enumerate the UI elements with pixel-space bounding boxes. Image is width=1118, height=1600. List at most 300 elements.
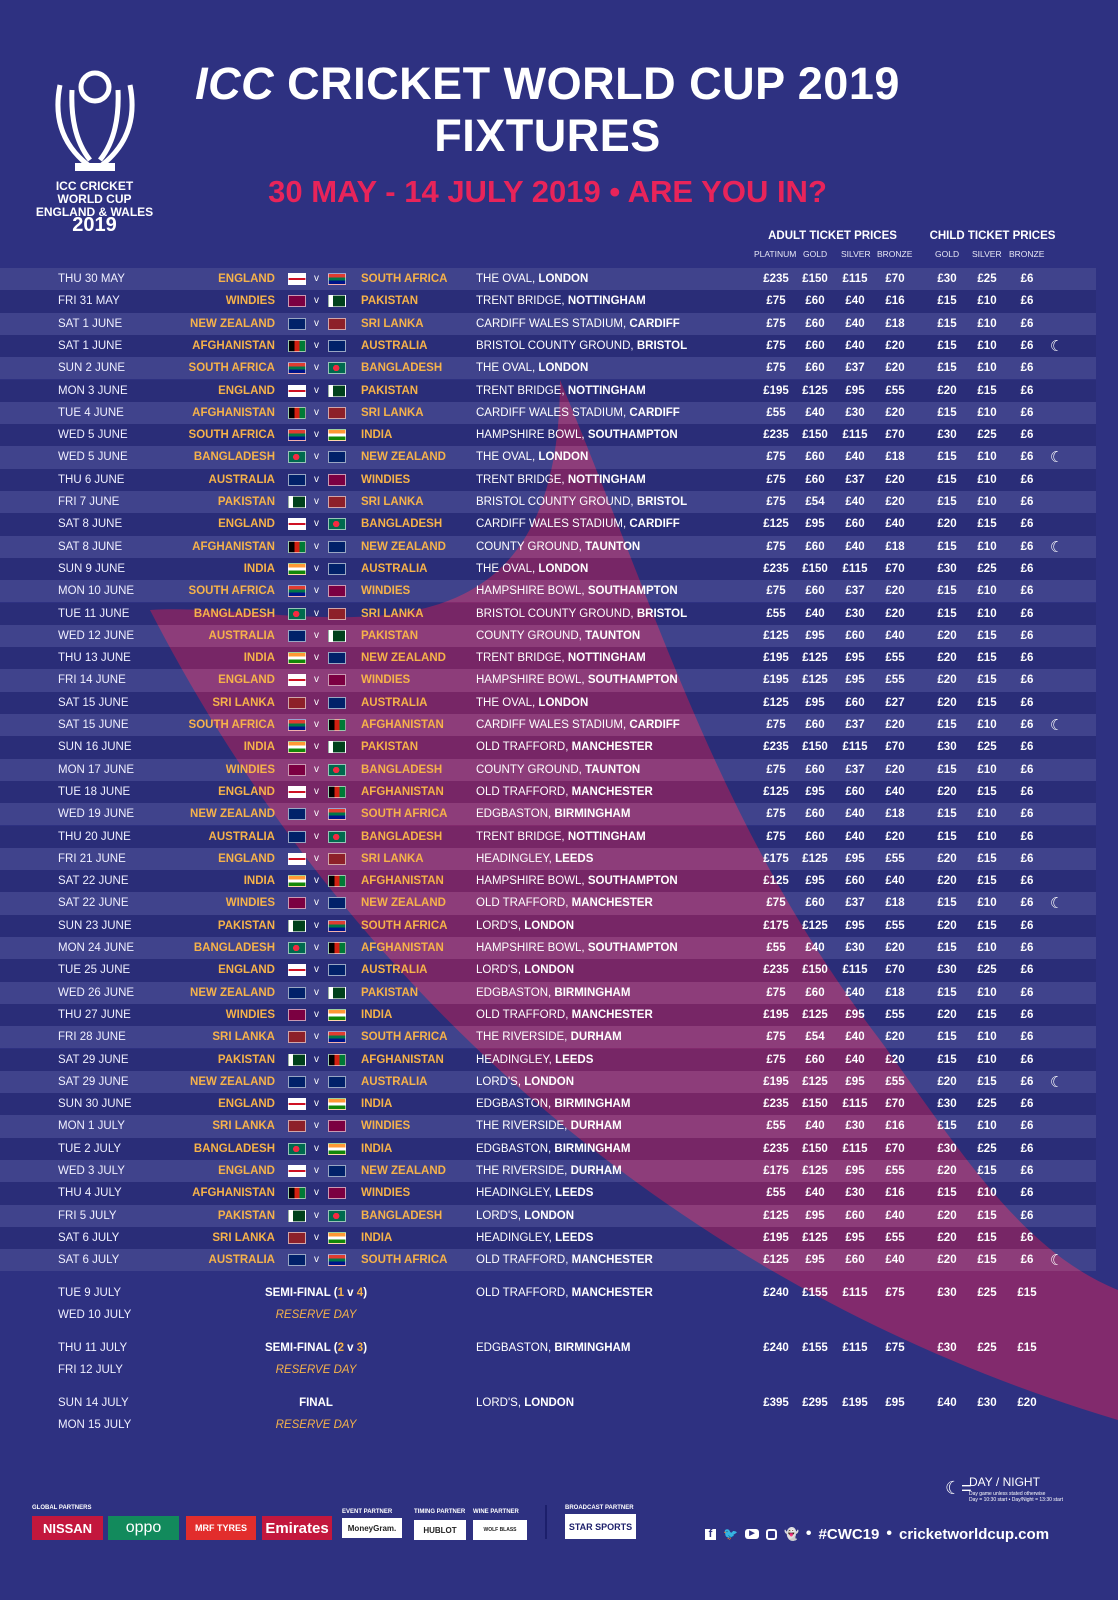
flag-new-zealand-icon [328,897,346,909]
flag-new-zealand-icon [288,987,306,999]
versus: v [314,429,319,441]
versus: v [314,1142,319,1154]
price: £20 [885,406,905,419]
price: £6 [1020,1142,1034,1155]
versus: v [314,1231,319,1243]
price: £70 [885,429,905,442]
price: £20 [885,362,905,375]
moon-icon: ☾ [1050,449,1064,467]
flag-south-africa-icon [328,273,346,285]
versus: v [314,273,319,284]
flag-sri-lanka-icon [328,318,346,330]
price: £18 [885,897,905,910]
facebook-icon[interactable]: f [705,1529,716,1540]
price: £10 [977,1053,997,1066]
versus: v [314,1031,319,1043]
price: £54 [805,496,825,508]
flag-new-zealand-icon [328,541,346,553]
price: £16 [885,1120,905,1133]
price: £20 [937,919,957,932]
home-team: BANGLADESH [193,942,275,954]
venue: BRISTOL COUNTY GROUND, BRISTOL [476,607,688,620]
versus: v [314,741,319,753]
price: £15 [937,496,957,508]
flag-australia-icon [288,630,306,642]
price: £95 [805,785,825,798]
versus: v [314,986,319,998]
flag-windies-icon [328,474,346,486]
away-team: SOUTH AFRICA [361,919,448,932]
moon-icon: ☾ [1050,1073,1064,1091]
home-team: ENGLAND [218,384,275,397]
fixture-row [0,647,1096,669]
home-team: AFGHANISTAN [192,339,275,352]
fixture-row [0,1182,1096,1204]
away-team: SRI LANKA [361,406,424,419]
price: £150 [802,964,828,977]
price: £18 [885,808,905,821]
away-team: AUSTRALIA [361,696,428,709]
match-date: TUE 25 JUNE [58,964,131,977]
match-date: SAT 8 JUNE [58,518,123,531]
price: £37 [845,362,865,375]
fixture-row [0,692,1096,714]
away-team: WINDIES [361,674,411,687]
away-team: BANGLADESH [361,1209,443,1222]
fixture-row [0,714,1096,736]
match-date: THU 6 JUNE [58,473,125,486]
venue: EDGBASTON, BIRMINGHAM [476,986,631,999]
price: £6 [1020,406,1034,419]
fixture-row [0,313,1096,335]
flag-bangladesh-icon [328,518,346,530]
price: £40 [845,1031,865,1044]
price: £6 [1020,674,1034,687]
price: £25 [977,273,997,285]
price: £115 [842,741,868,754]
flag-india-icon [328,429,346,441]
price: £60 [805,986,825,999]
price: £60 [805,339,825,352]
flag-afghanistan-icon [328,942,346,954]
price: £115 [842,429,868,442]
away-team: SOUTH AFRICA [361,1254,448,1267]
price: £25 [977,1098,997,1111]
price: £10 [977,897,997,910]
price: £30 [845,607,865,620]
price: £20 [937,1231,957,1244]
away-team: PAKISTAN [361,986,419,999]
price: £75 [766,1053,786,1066]
match-label: FINAL [299,1397,333,1409]
match-date: THU 11 JULY [58,1342,128,1354]
price: £25 [977,964,997,977]
fixture-row [0,1071,1096,1093]
home-team: ENGLAND [218,518,275,531]
fixture-row [0,1115,1096,1137]
price: £15 [937,808,957,821]
price: £6 [1020,1187,1034,1200]
versus: v [314,852,319,864]
price: £37 [845,763,865,776]
price: £27 [885,696,905,709]
price: £20 [937,696,957,709]
home-team: PAKISTAN [217,919,275,932]
price: £37 [845,585,865,598]
price: £40 [845,830,865,843]
match-date: TUE 2 JULY [58,1142,122,1155]
price: £10 [977,473,997,486]
legend-line2: Day = 10:30 start • Day/Night = 13:30 start [969,1497,1064,1503]
price: £125 [763,629,789,642]
price: £75 [766,719,786,731]
price: £6 [1020,875,1034,888]
flag-pakistan-icon [328,385,346,397]
venue: CARDIFF WALES STADIUM, CARDIFF [476,317,680,330]
sponsor-oppo[interactable]: oppo [108,1516,179,1540]
moon-icon: ☾ [1050,717,1064,734]
flag-south-africa-icon [328,1254,346,1266]
child-prices-heading: CHILD TICKET PRICES [929,230,1056,242]
home-team: NEW ZEALAND [190,808,275,821]
home-team: SOUTH AFRICA [188,585,275,598]
home-team: SRI LANKA [212,1120,275,1133]
col-platinum: PLATINUM [754,249,797,259]
snapchat-icon[interactable]: 👻 [783,1527,799,1541]
price: £15 [977,696,997,709]
price: £95 [845,919,865,932]
flag-pakistan-icon [288,496,306,508]
price: £20 [885,585,905,598]
price: £10 [977,607,997,620]
price: £40 [845,451,865,464]
sponsor-wolf-blass[interactable]: WOLF BLASS [473,1520,527,1540]
price: £75 [766,451,786,464]
legend-line1: Day game unless stated otherwise [969,1491,1046,1497]
price: £125 [763,785,789,798]
price: £6 [1020,1254,1034,1267]
venue: TRENT BRIDGE, NOTTINGHAM [476,384,646,397]
price: £20 [885,607,905,620]
col-adult-gold: GOLD [803,249,828,259]
match-date: WED 5 JUNE [58,451,128,464]
col-child-gold: GOLD [935,249,960,259]
price: £155 [802,1342,828,1354]
price: £70 [885,964,905,977]
price: £150 [802,429,828,442]
fixture-row [0,402,1096,424]
venue: TRENT BRIDGE, NOTTINGHAM [476,295,646,308]
price: £37 [845,473,865,486]
versus: v [314,1120,319,1132]
price: £125 [763,875,789,888]
home-team: INDIA [243,652,275,665]
moon-icon: ☾ [1050,895,1064,913]
price: £30 [937,741,957,754]
instagram-icon[interactable] [766,1529,777,1540]
price: £18 [885,451,905,464]
sponsor-hublot[interactable]: HUBLOT [414,1520,466,1540]
home-team: BANGLADESH [193,451,275,464]
price: £15 [937,719,957,731]
away-team: SRI LANKA [361,317,424,330]
fixture-row [0,491,1096,513]
fixture-row [0,446,1096,468]
match-date: SAT 22 JUNE [58,897,129,910]
price: £40 [805,607,825,620]
price: £95 [805,875,825,888]
home-team: ENGLAND [218,1165,275,1177]
flag-australia-icon [328,964,346,976]
price: £125 [802,852,828,865]
price: £10 [977,406,997,419]
price: £40 [845,808,865,821]
price: £115 [842,1098,868,1111]
twitter-icon[interactable]: 🐦 [723,1527,738,1541]
price: £55 [766,607,786,620]
price: £55 [885,919,905,932]
price: £15 [1017,1342,1037,1354]
price: £6 [1020,518,1034,531]
flag-windies-icon [288,897,306,909]
price: £95 [845,1008,865,1021]
price: £125 [802,652,828,665]
versus: v [314,451,319,463]
versus: v [314,719,319,730]
home-team: NEW ZEALAND [190,986,275,999]
away-team: SRI LANKA [361,607,424,620]
price: £6 [1020,1120,1034,1133]
flag-bangladesh-icon [288,451,306,463]
price: £60 [805,451,825,464]
price: £195 [763,384,789,397]
price: £15 [937,451,957,464]
venue: OLD TRAFFORD, MANCHESTER [476,897,653,910]
versus: v [314,1098,319,1110]
flag-india-icon [288,563,306,575]
price: £15 [977,1075,997,1088]
fixture-row [0,848,1096,870]
away-team: BANGLADESH [361,830,443,843]
price: £95 [845,674,865,687]
price: £30 [937,1287,957,1299]
price: £6 [1020,273,1034,285]
price: £55 [885,384,905,397]
price: £20 [885,496,905,508]
price: £6 [1020,808,1034,821]
versus: v [314,540,319,552]
price: £15 [977,384,997,397]
price: £15 [937,406,957,419]
price: £60 [805,295,825,308]
flag-bangladesh-icon [288,942,306,954]
home-team: SRI LANKA [212,1231,275,1244]
match-label: SEMI-FINAL (1 v 4) [264,1287,368,1299]
home-team: SOUTH AFRICA [188,429,275,442]
fixture-row [0,1160,1096,1182]
venue: EDGBASTON, BIRMINGHAM [476,1142,631,1155]
price: £6 [1020,1231,1034,1244]
adult-prices-heading: ADULT TICKET PRICES [768,230,897,242]
price: £95 [805,518,825,531]
price: £6 [1020,919,1034,932]
away-team: AFGHANISTAN [361,875,444,888]
reserve-day-label: RESERVE DAY [275,1419,357,1431]
col-adult-silver: SILVER [841,249,871,259]
fixture-row [0,558,1096,580]
flag-bangladesh-icon [288,1143,306,1155]
versus: v [314,674,319,686]
match-date: MON 1 JULY [58,1120,125,1133]
fixture-row [0,892,1096,914]
fixture-row [0,290,1096,312]
price: £240 [763,1287,789,1299]
home-team: ENGLAND [218,1098,275,1111]
away-team: WINDIES [361,1187,411,1200]
venue: THE OVAL, LONDON [476,562,589,575]
reserve-day-label: RESERVE DAY [275,1364,357,1376]
home-team: ENGLAND [218,964,275,977]
flag-australia-icon [328,697,346,709]
venue: OLD TRAFFORD, MANCHESTER [476,1287,653,1299]
flag-england-icon [288,853,306,865]
price: £6 [1020,540,1034,553]
match-date: FRI 28 JUNE [58,1031,126,1044]
flag-sri-lanka-icon [328,496,346,508]
home-team: ENGLAND [218,785,275,798]
away-team: WINDIES [361,1120,411,1133]
fixture-row [0,1249,1096,1271]
knockout-row [0,1282,1096,1304]
flag-england-icon [288,1098,306,1110]
price: £70 [885,741,905,754]
price: £40 [885,1209,905,1222]
versus: v [314,384,319,396]
venue: OLD TRAFFORD, MANCHESTER [476,741,653,754]
event-partner-label: EVENT PARTNER [342,1509,393,1515]
price: £6 [1020,362,1034,375]
flag-sri-lanka-icon [288,1232,306,1244]
price: £60 [805,830,825,843]
venue: COUNTY GROUND, TAUNTON [476,540,641,553]
price: £15 [977,1231,997,1244]
sponsor-emirates[interactable]: Emirates [262,1516,332,1540]
moon-icon: ☾ [1050,337,1064,355]
match-date: FRI 14 JUNE [58,674,126,687]
away-team: SOUTH AFRICA [361,273,448,285]
flag-india-icon [328,1232,346,1244]
price: £20 [937,1254,957,1267]
match-date: TUE 11 JUNE [58,607,130,620]
flag-india-icon [328,1098,346,1110]
away-team: INDIA [361,1231,393,1244]
price: £95 [845,652,865,665]
flag-australia-icon [288,831,306,843]
price: £195 [763,1231,789,1244]
price: £150 [802,1142,828,1155]
venue: THE RIVERSIDE, DURHAM [476,1165,622,1177]
venue: BRISTOL COUNTY GROUND, BRISTOL [476,339,688,352]
price: £175 [763,919,789,932]
flag-new-zealand-icon [288,1076,306,1088]
price: £125 [802,1165,828,1177]
flag-england-icon [288,674,306,686]
price: £125 [802,1008,828,1021]
price: £150 [802,562,828,575]
price: £6 [1020,562,1034,575]
price: £20 [937,875,957,888]
flag-windies-icon [288,1009,306,1021]
versus: v [314,763,319,775]
price: £60 [805,897,825,910]
price: £6 [1020,785,1034,798]
flag-india-icon [288,652,306,664]
price: £195 [763,652,789,665]
price: £15 [937,897,957,910]
price: £25 [977,741,997,754]
away-team: AFGHANISTAN [361,785,444,798]
price: £95 [805,1209,825,1222]
youtube-icon[interactable]: ▶ [745,1529,759,1539]
versus: v [314,585,319,597]
home-team: SRI LANKA [212,696,275,709]
price: £20 [885,1053,905,1066]
price: £16 [885,1187,905,1200]
versus: v [314,1075,319,1087]
fixture-row [0,1205,1096,1227]
venue: EDGBASTON, BIRMINGHAM [476,808,631,821]
price: £6 [1020,1098,1034,1111]
fixture-row [0,625,1096,647]
price: £60 [805,1053,825,1066]
col-adult-bronze: BRONZE [877,249,913,259]
fixture-row [0,759,1096,781]
flag-afghanistan-icon [288,407,306,419]
sponsor-mrf[interactable]: MRF TYRES [186,1516,256,1540]
versus: v [314,562,319,574]
page-title-line1: ICC CRICKET WORLD CUP 2019 [195,58,900,109]
separator: • [805,1525,812,1542]
price: £20 [937,1209,957,1222]
venue: LORD'S, LONDON [476,964,575,977]
price: £15 [977,919,997,932]
home-team: WINDIES [225,295,275,308]
website-link[interactable]: cricketworldcup.com [898,1525,1050,1543]
price: £6 [1020,696,1034,709]
event-logo [32,65,157,236]
sponsor-nissan[interactable]: NISSAN [32,1516,103,1540]
flag-australia-icon [328,1076,346,1088]
price: £6 [1020,473,1034,486]
price: £40 [805,1120,825,1133]
fixture-row [0,736,1096,758]
price: £6 [1020,295,1034,308]
sponsor-moneygram[interactable]: MoneyGram. [342,1518,402,1538]
match-date: MON 24 JUNE [58,942,135,954]
flag-afghanistan-icon [328,786,346,798]
reserve-day-label: RESERVE DAY [275,1309,357,1321]
away-team: NEW ZEALAND [361,897,446,910]
price: £15 [937,362,957,375]
home-team: AUSTRALIA [208,830,275,843]
versus: v [314,1053,319,1065]
sponsor-star-sports[interactable]: STAR SPORTS [565,1514,636,1539]
match-date: SAT 6 JULY [58,1254,120,1267]
price: £20 [937,1008,957,1021]
price: £60 [845,1209,865,1222]
price: £60 [805,473,825,486]
price: £30 [937,1142,957,1155]
